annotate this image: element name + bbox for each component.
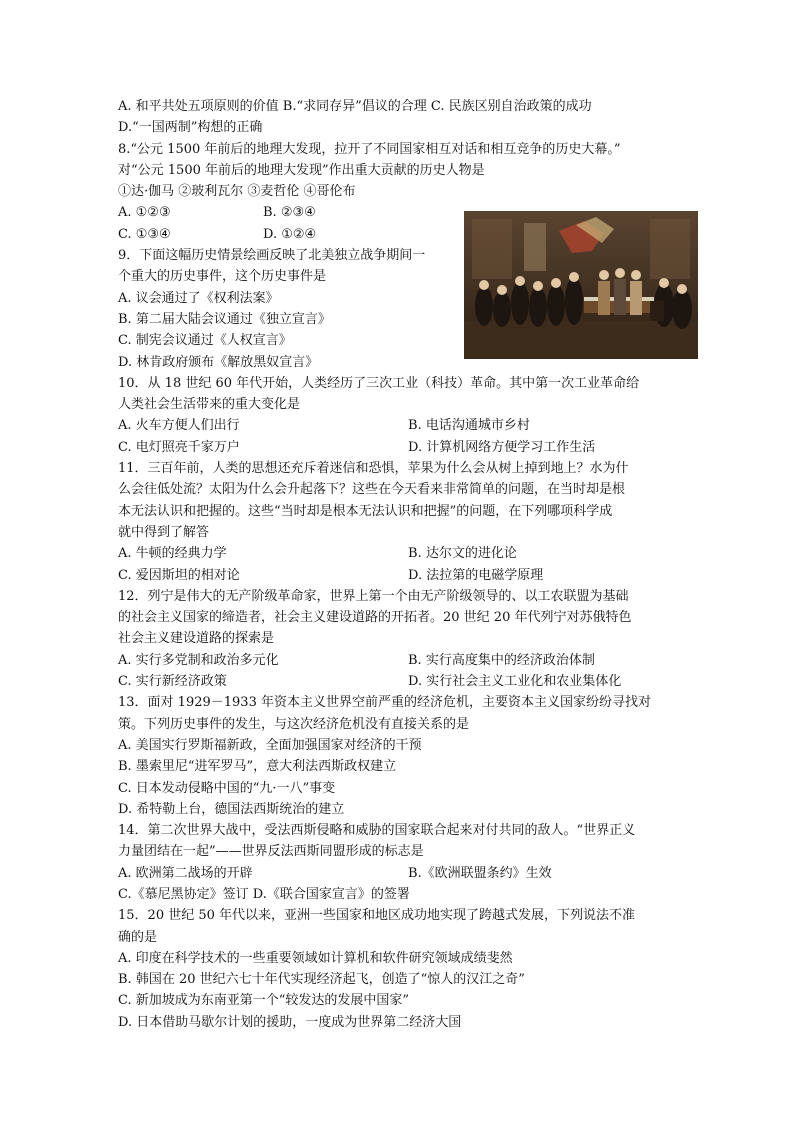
q8-option-b: B. ②③④ — [263, 205, 316, 221]
painting-illustration — [464, 211, 698, 359]
q13-stem-line-1: 13．面对 1929－1933 年资本主义世界空前严重的经济危机，主要资本主义国家纷纷寻找对 — [118, 695, 651, 711]
q8-option-a: A. ①②③ — [118, 205, 171, 221]
q12-option-a: A. 实行多党制和政治多元化 — [118, 652, 279, 668]
q14-option-a: A. 欧洲第二战场的开辟 — [118, 865, 253, 881]
q9-option-b: B. 第二届大陆会议通过《独立宣言》 — [118, 311, 331, 327]
q8-stem-line-1: 8.“公元 1500 年前后的地理大发现，拉开了不同国家相互对话和相互竞争的历史大幕。” — [118, 141, 621, 157]
q12-stem-line-2: 的社会主义国家的缔造者，社会主义建设道路的开拓者。20 世纪 20 年代列宁对苏俄特色 — [118, 610, 632, 626]
q13-option-a: A. 美国实行罗斯福新政，全面加强国家对经济的干预 — [118, 737, 422, 753]
q13-option-d: D. 希特勒上台，德国法西斯统治的建立 — [118, 801, 345, 817]
q9-option-c: C. 制宪会议通过《人权宣言》 — [118, 333, 292, 349]
q13-option-b: B. 墨索里尼“进军罗马”，意大利法西斯政权建立 — [118, 759, 397, 775]
q11-stem-line-2: 么会往低处流？太阳为什么会升起落下？这些在今天看来非常简单的问题，在当时却是根 — [118, 482, 626, 498]
q8-stem-line-2: 对“公元 1500 年前后的地理大发现”作出重大贡献的历史人物是 — [118, 162, 485, 178]
q14-option-b: B.《欧洲联盟条约》生效 — [408, 865, 552, 881]
q11-option-c: C. 爱因斯坦的相对论 — [118, 567, 240, 583]
q9-option-d: D. 林肯政府颁布《解放黑奴宣言》 — [118, 354, 319, 370]
q12-option-c: C. 实行新经济政策 — [118, 674, 227, 690]
q14-stem-line-2: 力量团结在一起”——世界反法西斯同盟形成的标志是 — [118, 844, 424, 860]
q14-options-row-2: C.《慕尼黑协定》签订 D.《联合国家宣言》的签署 — [118, 886, 410, 902]
q11-option-a: A. 牛顿的经典力学 — [118, 546, 227, 562]
q10-option-c: C. 电灯照亮千家万户 — [118, 439, 240, 455]
q11-options-row-2 — [118, 565, 678, 586]
q15-stem-line-1: 15．20 世纪 50 年代以来，亚洲一些国家和地区成功地实现了跨越式发展，下列说法不准 — [118, 908, 636, 924]
q11-stem-line-1: 11．三百年前，人类的思想还充斥着迷信和恐惧，苹果为什么会从树上掉到地上？水为什 — [118, 461, 629, 477]
q9-option-a: A. 议会通过了《权利法案》 — [118, 290, 279, 306]
q12-options-row-1 — [118, 650, 678, 671]
q10-option-a: A. 火车方便人们出行 — [118, 418, 240, 434]
q8-items: ①达·伽马 ②玻利瓦尔 ③麦哲伦 ④哥伦布 — [118, 184, 356, 200]
q11-option-b: B. 达尔文的进化论 — [408, 546, 517, 562]
q12-options-row-2 — [118, 671, 678, 692]
q14-options-row-1 — [118, 863, 678, 884]
q15-option-b: B. 韩国在 20 世纪六七十年代实现经济起飞，创造了“惊人的汉江之奇” — [118, 972, 525, 988]
q8-option-d: D. ①②④ — [263, 226, 317, 242]
q12-stem-line-3: 社会主义建设道路的探索是 — [118, 631, 275, 647]
q10-option-b: B. 电话沟通城市乡村 — [408, 418, 530, 434]
q11-option-d: D. 法拉第的电磁学原理 — [408, 567, 544, 583]
declaration-painting-image — [464, 211, 698, 359]
q10-stem-line-2: 人类社会生活带来的重大变化是 — [118, 397, 301, 413]
q12-stem-line-1: 12．列宁是伟大的无产阶级革命家，世界上第一个由无产阶级领导的、以工农联盟为基础 — [118, 588, 629, 604]
q7-options-line-2: D.“一国两制”构想的正确 — [118, 120, 263, 136]
q15-option-d: D. 日本借助马歇尔计划的援助，一度成为世界第二经济大国 — [118, 1014, 462, 1030]
q15-option-a: A. 印度在科学技术的一些重要领域如计算机和软件研究领域成绩斐然 — [118, 950, 513, 966]
q13-stem-line-2: 策。下列历史事件的发生，与这次经济危机没有直接关系的是 — [118, 716, 470, 732]
q9-stem-line-2: 个重大的历史事件，这个历史事件是 — [118, 269, 327, 285]
q14-stem-line-1: 14．第二次世界大战中，受法西斯侵略和威胁的国家联合起来对付共同的敌人。“世界正义 — [118, 823, 636, 839]
q9-stem-line-1: 9．下面这幅历史情景绘画反映了北美独立战争期间一 — [118, 248, 426, 264]
q10-stem-line-1: 10．从 18 世纪 60 年代开始，人类经历了三次工业（科技）革命。其中第一次工业革命给 — [118, 375, 640, 391]
q12-option-b: B. 实行高度集中的经济政治体制 — [408, 652, 595, 668]
q11-stem-line-4: 就中得到了解答 — [118, 524, 210, 540]
q8-option-c: C. ①③④ — [118, 226, 171, 242]
q15-stem-line-2: 确的是 — [118, 929, 158, 945]
q7-options-line-1: A. 和平共处五项原则的价值 B.“求同存异”倡议的合理 C. 民族区别自治政策的成功 — [118, 99, 592, 114]
q10-option-d: D. 计算机网络方便学习工作生活 — [408, 439, 596, 455]
q11-options-row-1 — [118, 543, 678, 564]
q10-options-row-1 — [118, 415, 678, 436]
q11-stem-line-3: 本无法认识和把握的。这些“当时却是根本无法认识和把握”的问题，在下列哪项科学成 — [118, 503, 613, 519]
q10-options-row-2 — [118, 437, 678, 458]
q12-option-d: D. 实行社会主义工业化和农业集体化 — [408, 674, 622, 690]
q15-option-c: C. 新加坡成为东南亚第一个“较发达的发展中国家” — [118, 993, 410, 1009]
q13-option-c: C. 日本发动侵略中国的“九·一八”事变 — [118, 780, 336, 796]
